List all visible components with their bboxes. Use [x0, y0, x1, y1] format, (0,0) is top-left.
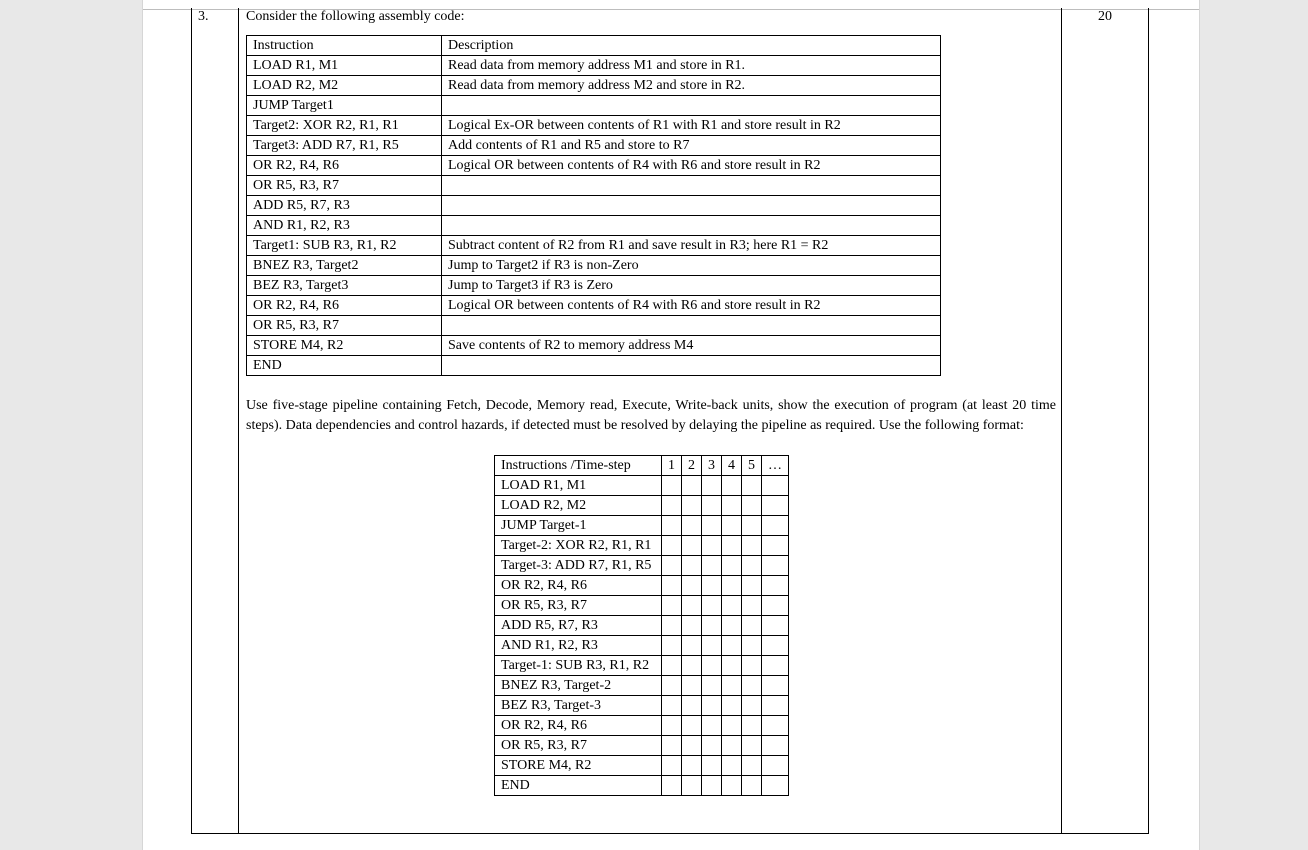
pipeline-row	[495, 556, 789, 576]
pipeline-empty-cell	[722, 696, 742, 716]
pipeline-instruction-cell: END	[495, 776, 662, 796]
pipeline-empty-cell	[762, 476, 789, 496]
pipeline-empty-cell	[662, 716, 682, 736]
time-step-header: 1	[662, 456, 682, 476]
pipeline-empty-cell	[682, 536, 702, 556]
pipeline-empty-cell	[722, 556, 742, 576]
pipeline-empty-cell	[662, 736, 682, 756]
pipeline-empty-cell	[742, 656, 762, 676]
pipeline-empty-cell	[742, 776, 762, 796]
pipeline-empty-cell	[702, 596, 722, 616]
instruction-cell: LOAD R1, M1	[247, 56, 442, 76]
pipeline-empty-cell	[662, 636, 682, 656]
pipeline-empty-cell	[762, 536, 789, 556]
pipeline-empty-cell	[762, 716, 789, 736]
header-instruction: Instruction	[247, 36, 442, 56]
pipeline-row	[495, 756, 789, 776]
pipeline-empty-cell	[662, 756, 682, 776]
instruction-cell: AND R1, R2, R3	[247, 216, 442, 236]
pipeline-empty-cell	[702, 616, 722, 636]
table-row	[247, 76, 941, 96]
table-row	[247, 336, 941, 356]
pipeline-empty-cell	[682, 496, 702, 516]
pipeline-empty-cell	[762, 596, 789, 616]
pipeline-instruction-cell: LOAD R1, M1	[495, 476, 662, 496]
assembly-code-table	[246, 35, 941, 376]
pipeline-empty-cell	[722, 616, 742, 636]
description-cell: Logical OR between contents of R4 with R6 and store result in R2	[442, 296, 941, 316]
pipeline-empty-cell	[682, 636, 702, 656]
pipeline-empty-cell	[722, 516, 742, 536]
instruction-cell: LOAD R2, M2	[247, 76, 442, 96]
pipeline-format-table	[494, 455, 789, 796]
pipeline-empty-cell	[662, 576, 682, 596]
table-row	[247, 176, 941, 196]
instruction-cell: Target3: ADD R7, R1, R5	[247, 136, 442, 156]
pipeline-empty-cell	[682, 696, 702, 716]
pipeline-empty-cell	[762, 676, 789, 696]
pipeline-empty-cell	[702, 736, 722, 756]
pipeline-row	[495, 496, 789, 516]
instruction-cell: OR R2, R4, R6	[247, 156, 442, 176]
description-cell: Jump to Target2 if R3 is non-Zero	[442, 256, 941, 276]
pipeline-row	[495, 516, 789, 536]
time-step-header: 4	[722, 456, 742, 476]
pipeline-empty-cell	[702, 576, 722, 596]
table-row	[247, 236, 941, 256]
instruction-cell: STORE M4, R2	[247, 336, 442, 356]
pipeline-empty-cell	[722, 656, 742, 676]
pipeline-empty-cell	[682, 576, 702, 596]
table-row	[247, 276, 941, 296]
description-cell: Logical Ex-OR between contents of R1 with R1 and store result in R2	[442, 116, 941, 136]
pipeline-empty-cell	[682, 716, 702, 736]
pipeline-empty-cell	[762, 556, 789, 576]
pipeline-empty-cell	[742, 696, 762, 716]
pipeline-empty-cell	[662, 516, 682, 536]
question-intro: Consider the following assembly code:	[246, 9, 465, 24]
description-cell	[442, 356, 941, 376]
pipeline-empty-cell	[702, 676, 722, 696]
pipeline-instruction-cell: OR R2, R4, R6	[495, 716, 662, 736]
pipeline-empty-cell	[762, 696, 789, 716]
pipeline-empty-cell	[762, 736, 789, 756]
pipeline-empty-cell	[742, 516, 762, 536]
instruction-cell: OR R5, R3, R7	[247, 316, 442, 336]
pipeline-empty-cell	[742, 616, 762, 636]
pipeline-empty-cell	[762, 616, 789, 636]
instructions-paragraph: Use five-stage pipeline containing Fetch, Decode, Memory read, Execute, Write-back units, show the execution of program (at least 20 time steps). Data dependencies and control hazards, if detected must be resolved by delaying the pipeline as required. Use the following format:	[246, 398, 1056, 433]
number-column-divider	[238, 8, 239, 834]
pipeline-empty-cell	[762, 756, 789, 776]
pipeline-empty-cell	[702, 716, 722, 736]
document-page	[142, 0, 1200, 850]
header-instructions-time-step: Instructions /Time-step	[495, 456, 662, 476]
pipeline-empty-cell	[762, 516, 789, 536]
pipeline-empty-cell	[662, 676, 682, 696]
pipeline-row	[495, 596, 789, 616]
pipeline-instruction-cell: Target-3: ADD R7, R1, R5	[495, 556, 662, 576]
description-cell: Add contents of R1 and R5 and store to R7	[442, 136, 941, 156]
table-row	[247, 196, 941, 216]
pipeline-empty-cell	[722, 736, 742, 756]
pipeline-empty-cell	[662, 696, 682, 716]
pipeline-row	[495, 656, 789, 676]
table-row	[247, 136, 941, 156]
pipeline-empty-cell	[682, 556, 702, 576]
table-row	[247, 116, 941, 136]
instruction-cell: END	[247, 356, 442, 376]
pipeline-empty-cell	[702, 636, 722, 656]
pipeline-instruction-cell: STORE M4, R2	[495, 756, 662, 776]
time-step-header: …	[762, 456, 789, 476]
description-cell	[442, 196, 941, 216]
pipeline-empty-cell	[742, 736, 762, 756]
instruction-cell: BNEZ R3, Target2	[247, 256, 442, 276]
pipeline-empty-cell	[722, 496, 742, 516]
pipeline-empty-cell	[702, 536, 722, 556]
pipeline-empty-cell	[682, 516, 702, 536]
pipeline-instruction-cell: AND R1, R2, R3	[495, 636, 662, 656]
pipeline-empty-cell	[702, 656, 722, 676]
description-cell: Read data from memory address M1 and store in R1.	[442, 56, 941, 76]
instruction-cell: Target1: SUB R3, R1, R2	[247, 236, 442, 256]
pipeline-empty-cell	[702, 696, 722, 716]
pipeline-row	[495, 676, 789, 696]
instruction-cell: OR R5, R3, R7	[247, 176, 442, 196]
pipeline-empty-cell	[702, 476, 722, 496]
pipeline-instruction-cell: Target-1: SUB R3, R1, R2	[495, 656, 662, 676]
description-cell	[442, 96, 941, 116]
pipeline-instruction-cell: OR R2, R4, R6	[495, 576, 662, 596]
table-row	[247, 356, 941, 376]
description-cell: Read data from memory address M2 and store in R2.	[442, 76, 941, 96]
pipeline-header-row	[495, 456, 789, 476]
pipeline-empty-cell	[762, 776, 789, 796]
pipeline-empty-cell	[682, 656, 702, 676]
pipeline-empty-cell	[742, 636, 762, 656]
instruction-cell: Target2: XOR R2, R1, R1	[247, 116, 442, 136]
pipeline-empty-cell	[742, 676, 762, 696]
pipeline-empty-cell	[662, 656, 682, 676]
pipeline-row	[495, 476, 789, 496]
pipeline-empty-cell	[722, 596, 742, 616]
pipeline-empty-cell	[742, 716, 762, 736]
marks-column-divider	[1061, 8, 1062, 834]
pipeline-instruction-cell: OR R5, R3, R7	[495, 596, 662, 616]
pipeline-empty-cell	[742, 556, 762, 576]
description-cell	[442, 316, 941, 336]
pipeline-empty-cell	[742, 756, 762, 776]
time-step-header: 3	[702, 456, 722, 476]
pipeline-empty-cell	[702, 496, 722, 516]
table-row	[247, 156, 941, 176]
table-row	[247, 256, 941, 276]
pipeline-empty-cell	[762, 576, 789, 596]
pipeline-empty-cell	[662, 596, 682, 616]
pipeline-empty-cell	[742, 596, 762, 616]
pipeline-empty-cell	[662, 556, 682, 576]
description-cell: Jump to Target3 if R3 is Zero	[442, 276, 941, 296]
pipeline-empty-cell	[702, 756, 722, 776]
pipeline-empty-cell	[742, 476, 762, 496]
table-row	[247, 216, 941, 236]
instruction-cell: OR R2, R4, R6	[247, 296, 442, 316]
pipeline-empty-cell	[722, 716, 742, 736]
pipeline-row	[495, 616, 789, 636]
pipeline-row	[495, 696, 789, 716]
pipeline-instruction-cell: JUMP Target-1	[495, 516, 662, 536]
pipeline-empty-cell	[662, 496, 682, 516]
pipeline-instruction-cell: Target-2: XOR R2, R1, R1	[495, 536, 662, 556]
table-header-row	[247, 36, 941, 56]
pipeline-empty-cell	[762, 496, 789, 516]
instruction-cell: BEZ R3, Target3	[247, 276, 442, 296]
pipeline-empty-cell	[682, 756, 702, 776]
description-cell: Subtract content of R2 from R1 and save result in R3; here R1 = R2	[442, 236, 941, 256]
pipeline-empty-cell	[682, 736, 702, 756]
description-cell: Logical OR between contents of R4 with R6 and store result in R2	[442, 156, 941, 176]
pipeline-empty-cell	[742, 496, 762, 516]
pipeline-empty-cell	[722, 776, 742, 796]
pipeline-empty-cell	[762, 636, 789, 656]
table-row	[247, 316, 941, 336]
pipeline-empty-cell	[682, 676, 702, 696]
time-step-header: 5	[742, 456, 762, 476]
pipeline-row	[495, 576, 789, 596]
pipeline-empty-cell	[722, 756, 742, 776]
pipeline-instruction-cell: BEZ R3, Target-3	[495, 696, 662, 716]
pipeline-empty-cell	[662, 776, 682, 796]
pipeline-empty-cell	[682, 596, 702, 616]
description-cell: Save contents of R2 to memory address M4	[442, 336, 941, 356]
pipeline-empty-cell	[702, 516, 722, 536]
pipeline-row	[495, 716, 789, 736]
table-row	[247, 56, 941, 76]
header-description: Description	[442, 36, 941, 56]
pipeline-empty-cell	[762, 656, 789, 676]
pipeline-empty-cell	[722, 576, 742, 596]
instruction-cell: ADD R5, R7, R3	[247, 196, 442, 216]
pipeline-empty-cell	[682, 476, 702, 496]
pipeline-empty-cell	[742, 576, 762, 596]
pipeline-row	[495, 536, 789, 556]
instruction-cell: JUMP Target1	[247, 96, 442, 116]
question-marks: 20	[1098, 9, 1112, 24]
pipeline-empty-cell	[702, 556, 722, 576]
pipeline-row	[495, 736, 789, 756]
pipeline-instruction-cell: ADD R5, R7, R3	[495, 616, 662, 636]
question-number: 3.	[198, 9, 209, 24]
pipeline-instruction-cell: LOAD R2, M2	[495, 496, 662, 516]
description-cell	[442, 216, 941, 236]
table-row	[247, 296, 941, 316]
description-cell	[442, 176, 941, 196]
pipeline-empty-cell	[742, 536, 762, 556]
pipeline-empty-cell	[662, 476, 682, 496]
pipeline-row	[495, 636, 789, 656]
pipeline-empty-cell	[722, 636, 742, 656]
pipeline-instruction-cell: OR R5, R3, R7	[495, 736, 662, 756]
pipeline-empty-cell	[662, 536, 682, 556]
pipeline-instruction-cell: BNEZ R3, Target-2	[495, 676, 662, 696]
pipeline-empty-cell	[722, 476, 742, 496]
pipeline-empty-cell	[702, 776, 722, 796]
table-row	[247, 96, 941, 116]
pipeline-empty-cell	[722, 676, 742, 696]
pipeline-empty-cell	[682, 616, 702, 636]
time-step-header: 2	[682, 456, 702, 476]
pipeline-row	[495, 776, 789, 796]
pipeline-empty-cell	[682, 776, 702, 796]
pipeline-empty-cell	[662, 616, 682, 636]
pipeline-empty-cell	[722, 536, 742, 556]
